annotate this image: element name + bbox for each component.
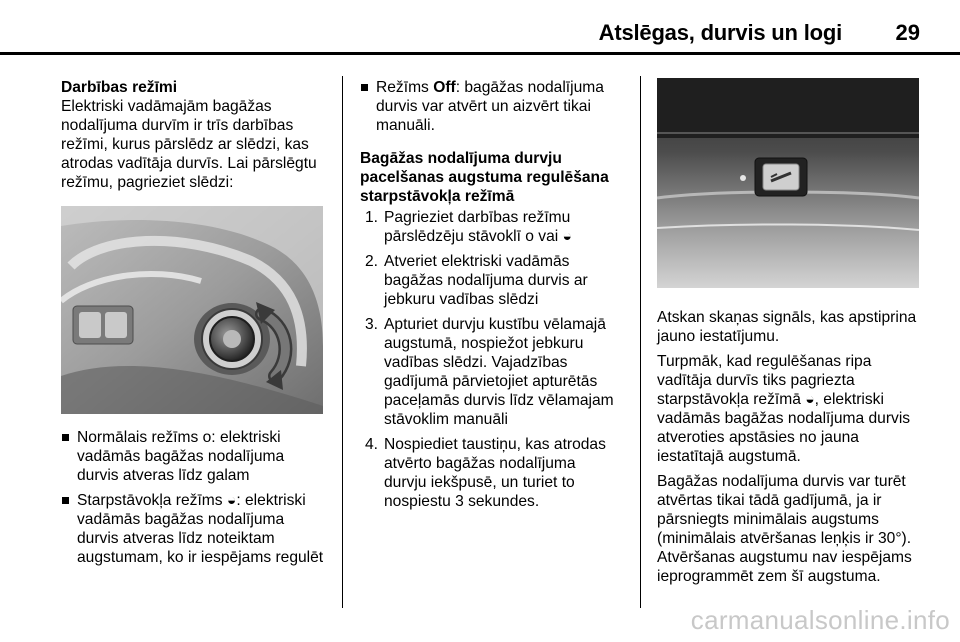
- bullet-normal-mode: [61, 428, 336, 485]
- text-line: vadāmās bagāžas nodalījuma: [77, 511, 285, 528]
- list-item: 3. Apturiet durvju kustību vēlamajā augstumā, nospiežot jebkuru vadības slēdzi. Vajadzības gadījumā pārvietojiet apturētās paceļamās durvis līdz vēlamajam stāvoklim manuāli: [365, 316, 614, 428]
- paragraph-minimum-height: Bagāžas nodalījuma durvis var turēt atvērtas tikai tādā gadījumā, ja ir pārsniegts minimālais augstums (minimālais atvēršanas leņķis ir 30°). Atvēršanas augstumu nav iespējams ieprogrammēt zem šī augstuma.: [657, 473, 912, 585]
- header-rule: [0, 52, 960, 55]
- section-heading-operating-modes: Darbības režīmi: [61, 79, 178, 96]
- column-divider-right: [640, 76, 641, 608]
- section-heading-height-adjust: Bagāžas nodalījuma durvju pacelšanas augstuma regulēšana starpstāvokļa režīmā: [360, 150, 609, 205]
- off-label: Off: [433, 79, 456, 96]
- bullet-off-mode: [360, 78, 632, 135]
- text-line: durvis atveras līdz noteiktam: [77, 530, 275, 547]
- column-3: [657, 78, 947, 592]
- text-line: nodalījuma durvīm ir trīs darbības: [61, 117, 294, 134]
- column-1: [61, 78, 336, 573]
- text-line: Elektriski vadāmajām bagāžas: [61, 98, 272, 115]
- figure-tailgate-button: [657, 78, 919, 288]
- page-header: [0, 14, 960, 50]
- text-line: vadāmās bagāžas nodalījuma: [77, 448, 285, 465]
- list-item: 2. Atveriet elektriski vadāmās bagāžas nodalījuma durvis ar jebkuru vadības slēdzi: [365, 253, 588, 308]
- list-item: 4. Nospiediet taustiņu, kas atrodas atvērto bagāžas nodalījuma durvju iekšpusē, un turiet to nospiestu 3 sekundes.: [365, 436, 606, 510]
- text-line: atrodas vadītāja durvīs. Lai pārslēgtu: [61, 155, 317, 172]
- text-line: durvis atveras līdz galam: [77, 467, 250, 484]
- text-line: manuāli.: [376, 117, 435, 134]
- text-line: režīmu, pagrieziet slēdzi:: [61, 174, 234, 191]
- paragraph-confirmation: Atskan skaņas signāls, kas apstiprina jauno iestatījumu.: [657, 309, 917, 345]
- text-line: Režīms Off: bagāžas nodalījuma: [376, 79, 604, 96]
- text-line: Normālais režīms o: elektriski: [77, 429, 281, 446]
- text-line: durvis var atvērt un aizvērt tikai: [376, 98, 591, 115]
- page-number: 29: [895, 20, 920, 45]
- column-2: [360, 78, 632, 517]
- steps-list: [360, 208, 632, 511]
- column-divider-left: [342, 76, 343, 608]
- mode-switch-illustration: [61, 206, 323, 414]
- paragraph-stop-height: Turpmāk, kad regulēšanas ripa vadītāja durvīs tiks pagriezta starpstāvokļa režīmā ◒, elektriski vadāmās bagāžas nodalījuma durvis atveroties apstāsies no jauna iestatītajā augstumā.: [657, 353, 911, 465]
- figure-mode-switch: [61, 206, 323, 414]
- text-line: režīmi, kurus pārslēdz ar slēdzi, kas: [61, 136, 309, 153]
- watermark: carmanualsonline.info: [690, 605, 950, 635]
- bullet-intermediate-mode: [61, 491, 336, 567]
- text-line: Starpstāvokļa režīms ◒: elektriski: [77, 492, 306, 509]
- page-title: Atslēgas, durvis un logi: [598, 20, 842, 45]
- intro-paragraph: [61, 97, 336, 192]
- list-item: 1. Pagrieziet darbības režīmu pārslēdzēju stāvoklī o vai ◒: [365, 209, 572, 245]
- tailgate-button-illustration: [657, 78, 919, 288]
- text-line: augstumam, ko ir iespējams regulēt: [77, 549, 324, 566]
